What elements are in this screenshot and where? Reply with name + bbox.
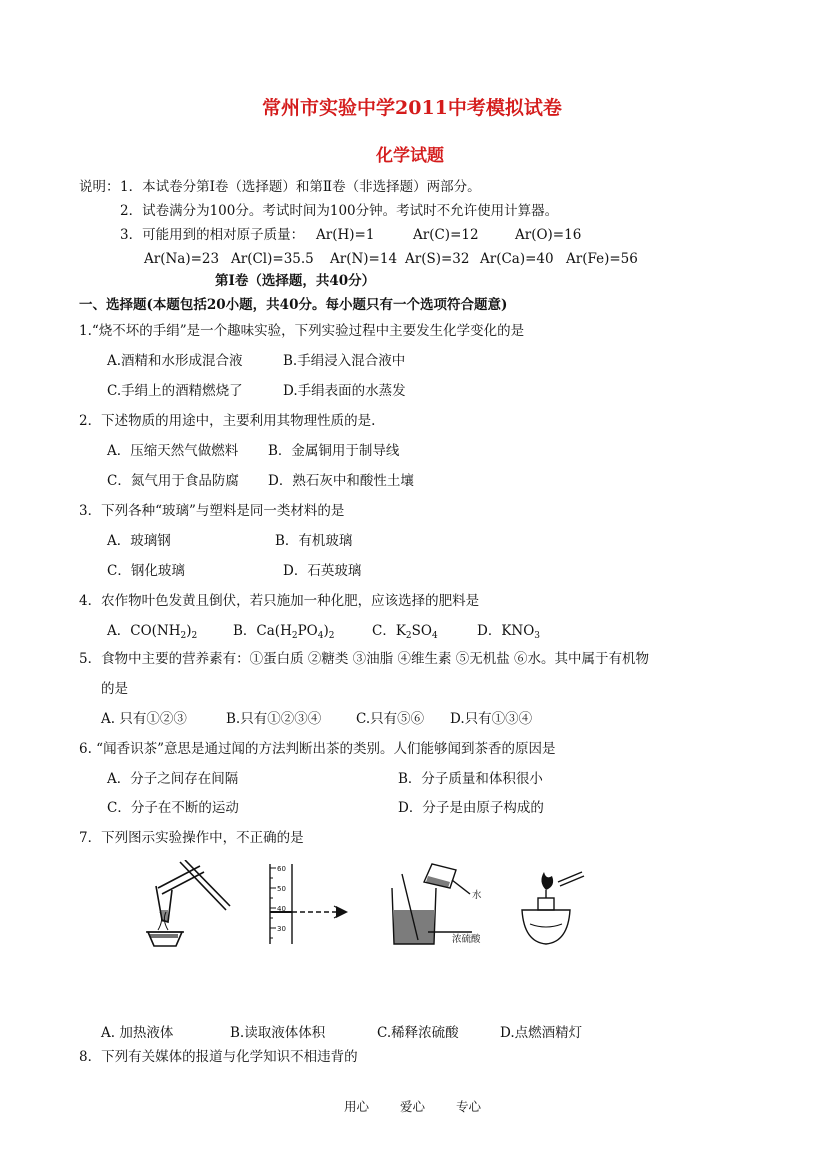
heating-liquid-figure bbox=[140, 860, 235, 955]
answer-option: D．$KNO_3$ bbox=[477, 623, 541, 641]
cylinder-tick-label: 60 bbox=[277, 865, 286, 873]
instructions-lead: 说明： bbox=[79, 179, 120, 195]
answer-option: C．氮气用于食品防腐 bbox=[107, 473, 239, 489]
answer-option: C.手绢上的酒精燃烧了 bbox=[107, 383, 243, 399]
answer-option: A．$CO(NH_2)_2$ bbox=[107, 623, 198, 641]
page-subtitle: 化学试题 bbox=[376, 146, 444, 166]
atomic-mass: Ar(H)=1 bbox=[316, 227, 375, 243]
atomic-mass: Ar(Ca)=40 bbox=[480, 251, 554, 267]
label-water: 水 bbox=[472, 890, 482, 901]
question-stem: 1.“烧不坏的手绢”是一个趣味实验，下列实验过程中主要发生化学变化的是 bbox=[79, 323, 525, 339]
answer-option: B．分子质量和体积很小 bbox=[398, 771, 543, 787]
question-stem: 6. “闻香识茶”意思是通过闻的方法判断出茶的类别。人们能够闻到茶香的原因是 bbox=[79, 741, 556, 757]
cylinder-tick-label: 50 bbox=[277, 885, 286, 893]
cylinder-tick-label: 40 bbox=[277, 905, 286, 913]
alcohol-lamp-figure bbox=[516, 860, 596, 950]
instruction-1: 1．本试卷分第Ⅰ卷（选择题）和第Ⅱ卷（非选择题）两部分。 bbox=[120, 179, 481, 195]
graduated-cylinder-figure bbox=[262, 862, 362, 947]
answer-option: B.读取液体体积 bbox=[230, 1025, 326, 1041]
answer-option: A．分子之间存在间隔 bbox=[107, 771, 239, 787]
answer-option: C．钢化玻璃 bbox=[107, 563, 185, 579]
question-stem: 8．下列有关媒体的报道与化学知识不相违背的 bbox=[79, 1049, 358, 1065]
atomic-mass: Ar(C)=12 bbox=[413, 227, 479, 243]
instruction-2: 2．试卷满分为100分。考试时间为100分钟。考试时不允许使用计算器。 bbox=[120, 203, 559, 219]
label-acid: 浓硫酸 bbox=[452, 934, 481, 945]
footer-text: 专心 bbox=[456, 1099, 482, 1114]
section-heading: 一、选择题(本题包括20小题，共40分。每小题只有一个选项符合题意) bbox=[79, 297, 508, 313]
answer-option: C．分子在不断的运动 bbox=[107, 800, 239, 816]
page-title: 常州市实验中学2011中考模拟试卷 bbox=[262, 97, 562, 119]
answer-option: D.点燃酒精灯 bbox=[500, 1025, 583, 1041]
answer-option: D．分子是由原子构成的 bbox=[398, 800, 544, 816]
question-stem: 4．农作物叶色发黄且倒伏，若只施加一种化肥，应该选择的肥料是 bbox=[79, 593, 480, 609]
answer-option: B.只有①②③④ bbox=[226, 711, 322, 727]
question-stem: 3．下列各种“玻璃”与塑料是同一类材料的是 bbox=[79, 503, 345, 519]
question-stem: 5．食物中主要的营养素有：①蛋白质 ②糖类 ③油脂 ④维生素 ⑤无机盐 ⑥水。其中属于有机物 bbox=[79, 651, 650, 667]
atomic-mass: Ar(N)=14 bbox=[330, 251, 398, 267]
answer-option: A. 只有①②③ bbox=[101, 711, 187, 727]
answer-option: B.手绢浸入混合液中 bbox=[283, 353, 406, 369]
atomic-mass: Ar(O)=16 bbox=[515, 227, 582, 243]
volume-title: 第Ⅰ卷（选择题，共40分） bbox=[215, 273, 376, 289]
dilute-acid-figure bbox=[388, 860, 498, 950]
question-stem-continued: 的是 bbox=[101, 681, 128, 697]
instruction-3-label: 3．可能用到的相对原子质量： bbox=[120, 227, 305, 243]
answer-option: C．$K_2SO_4$ bbox=[372, 623, 438, 641]
answer-option: A.酒精和水形成混合液 bbox=[107, 353, 243, 369]
answer-option: A．玻璃钢 bbox=[107, 533, 171, 549]
atomic-mass: Ar(Cl)=35.5 bbox=[231, 251, 314, 267]
answer-option: B．$Ca(H_2PO_4)_2$ bbox=[233, 623, 335, 641]
answer-option: D．石英玻璃 bbox=[283, 563, 362, 579]
answer-option: B．有机玻璃 bbox=[275, 533, 353, 549]
answer-option: A. 加热液体 bbox=[101, 1025, 174, 1041]
question-stem: 7．下列图示实验操作中，不正确的是 bbox=[79, 830, 304, 846]
answer-option: A．压缩天然气做燃料 bbox=[107, 443, 239, 459]
answer-option: D.手绢表面的水蒸发 bbox=[283, 383, 406, 399]
atomic-mass: Ar(Fe)=56 bbox=[566, 251, 638, 267]
answer-option: D.只有①③④ bbox=[450, 711, 533, 727]
atomic-mass: Ar(S)=32 bbox=[405, 251, 470, 267]
answer-option: D．熟石灰中和酸性土壤 bbox=[268, 473, 414, 489]
answer-option: C.稀释浓硫酸 bbox=[377, 1025, 459, 1041]
answer-option: C.只有⑤⑥ bbox=[356, 711, 425, 727]
atomic-mass: Ar(Na)=23 bbox=[144, 251, 220, 267]
cylinder-tick-label: 30 bbox=[277, 925, 286, 933]
footer-text: 用心 bbox=[344, 1099, 370, 1114]
answer-option: B．金属铜用于制导线 bbox=[268, 443, 400, 459]
question-stem: 2．下述物质的用途中，主要利用其物理性质的是. bbox=[79, 413, 376, 429]
footer-text: 爱心 bbox=[400, 1099, 426, 1114]
